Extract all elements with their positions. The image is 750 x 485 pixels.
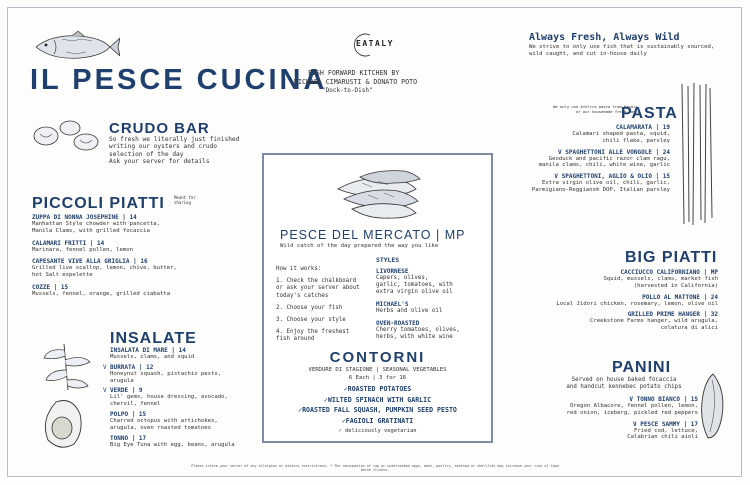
item-name: SPAGHETTONI ALLE VONGOLE | 24 xyxy=(565,148,670,156)
panini-list xyxy=(506,396,698,441)
mercato-box xyxy=(262,153,493,443)
vegetarian-check-icon: V xyxy=(103,363,107,371)
item-name: INSALATA DI MARE | 14 xyxy=(110,347,186,354)
item-desc: Marinara, fennel pollen, lemon xyxy=(32,246,134,253)
menu-item xyxy=(32,258,252,279)
menu-item xyxy=(103,435,273,449)
step: 4. Enjoy the freshest xyxy=(276,329,350,336)
step: 1. Check the chalkboard xyxy=(276,278,357,285)
vegetarian-check-icon: ✓ xyxy=(323,395,328,404)
style-name: OVEN-ROASTED xyxy=(376,320,420,327)
pasta-title: PASTA xyxy=(621,105,678,122)
panini-title: PANINI xyxy=(612,359,672,376)
big-piatti-title: BIG PIATTI xyxy=(625,249,718,266)
pasta-note-line: We only use Afeltra pasta from Napoli, xyxy=(553,104,640,109)
item-desc: Calamari shaped pasta, squid, xyxy=(572,131,670,137)
vegetarian-check-icon: ✓ xyxy=(298,406,303,415)
item-desc: Local Jidori chicken, rosemary, lemon, olive oil xyxy=(556,300,718,307)
contorni-item-label: ROASTED FALL SQUASH, PUMPKIN SEED PESTO xyxy=(302,406,457,415)
fish-catch-icon xyxy=(332,161,424,225)
crudo-line: selection of the day xyxy=(109,150,184,158)
item-desc: Mussels, fennel, orange, grilled ciabatta xyxy=(32,290,171,297)
item-desc: Manhattan Style chowder with pancetta, xyxy=(32,221,160,227)
panini-intro-line: Served on house baked focaccia xyxy=(571,377,677,383)
contorni-item xyxy=(264,395,491,406)
item-desc: colatura di alici xyxy=(660,325,718,332)
style-desc: garlic, tomatoes, with xyxy=(376,282,453,288)
mussel-icon xyxy=(698,372,728,442)
menu-item xyxy=(103,411,273,432)
contorni-item-label: FAGIOLI GRATINATI xyxy=(345,416,414,425)
vegetarian-check-icon: ✓ xyxy=(338,428,346,434)
legend-label: deliciously vegetarian xyxy=(345,428,417,434)
item-desc: chili flake, parsley xyxy=(602,137,670,144)
legend xyxy=(264,428,491,434)
item-desc: chervil, fennel xyxy=(110,401,161,408)
step: 3. Choose your style xyxy=(276,317,346,324)
piccoli-note: sharing xyxy=(174,200,191,205)
spaghetti-icon xyxy=(676,82,716,227)
style-name: LIVORNESE xyxy=(376,268,409,275)
styles-list xyxy=(376,257,486,341)
pasta-list xyxy=(470,124,670,194)
item-desc: (harvested in California) xyxy=(633,282,718,289)
menu-item xyxy=(32,240,252,254)
contorni-item-label: WILTED SPINACH WITH GARLIC xyxy=(327,395,432,404)
contorni-line2: 6 Each | 3 for 16 xyxy=(348,375,407,381)
pasta-note-line: or our housemade fresh pasta xyxy=(575,109,640,114)
page-title: IL PESCE CUCINA xyxy=(30,64,328,96)
item-desc: Squid, mussels, clams, market fish xyxy=(603,276,718,282)
style-desc: Capers, olives, xyxy=(376,275,429,281)
eataly-logo xyxy=(348,32,400,58)
item-desc: Manila Clams, with grilled focaccia xyxy=(32,227,150,234)
tagline-line1: FISH FORWARD KITCHEN BY xyxy=(308,69,400,77)
always-fresh-desc1: We strive to only use fish that is sustainably sourced, xyxy=(529,44,715,50)
menu-item xyxy=(500,311,718,332)
panini-intro xyxy=(558,377,690,391)
tagline-line3: "Dock-to-Dish" xyxy=(322,87,373,94)
menu-item xyxy=(32,214,252,235)
contorni-item-label: ROASTED POTATOES xyxy=(347,385,412,393)
contorni-item xyxy=(264,384,491,395)
item-name: SPAGHETTONI, AGLIO & OLIO | 15 xyxy=(561,173,670,181)
item-desc: Charred octopus with artichokes, xyxy=(110,417,218,424)
item-name: CALAMARATA | 19 xyxy=(615,124,670,131)
menu-item xyxy=(506,421,698,442)
fish-illustration-icon xyxy=(32,30,120,64)
tagline-line2: MICHAEL CIMARUSTI & DONATO POTO xyxy=(294,78,418,86)
menu-item xyxy=(506,396,698,417)
pasta-note xyxy=(500,104,640,114)
item-name: ZUPPA DI NONNA JOSEPHINE | 14 xyxy=(32,214,137,221)
item-desc: Honeynut squash, pistachio pesto, xyxy=(110,370,222,377)
item-desc: arugula xyxy=(110,377,134,384)
piccoli-title: PICCOLI PIATTI xyxy=(32,195,165,212)
step: 2. Choose your fish xyxy=(276,304,343,311)
crudo-line: So fresh we literally just finished xyxy=(109,136,240,143)
item-name: POLLO AL MATTONE | 24 xyxy=(642,293,718,301)
vegetarian-check-icon xyxy=(103,435,110,449)
vegetarian-check-icon: V xyxy=(103,387,107,395)
style-desc: herbs, with white wine xyxy=(376,334,453,340)
insalate-title: INSALATE xyxy=(110,330,197,347)
menu-item xyxy=(103,364,273,385)
item-desc: Calabrian chili aioli xyxy=(627,434,698,441)
item-desc: Oregon Albacore, fennel pollen, lemon, xyxy=(570,403,698,409)
menu-item xyxy=(500,269,718,290)
vegetarian-check-icon: V xyxy=(557,148,562,156)
item-name: VERDE | 9 xyxy=(110,387,143,395)
big-piatti-list xyxy=(500,269,718,332)
item-name: POLPO | 15 xyxy=(110,410,147,418)
how-it-works xyxy=(276,266,374,344)
item-desc: manila clams, chili, white wine, garlic xyxy=(538,162,670,169)
item-desc: Big Eye Tuna with egg, beans, arugula xyxy=(110,441,235,448)
menu-item xyxy=(470,173,670,194)
vegetarian-check-icon xyxy=(103,347,110,361)
item-desc: red onion, iceberg, pickled red peppers xyxy=(566,409,698,416)
style-desc: extra virgin olive oil xyxy=(376,289,453,295)
contorni-title: CONTORNI xyxy=(329,349,426,366)
crudo-line: Ask your server for details xyxy=(109,158,210,166)
vegetarian-check-icon: ✓ xyxy=(343,385,348,393)
item-desc: Parmigiano-Reggiano® DOP, Italian parsley xyxy=(531,186,670,193)
item-name: CALAMARI FRITTI | 14 xyxy=(32,239,105,247)
item-name: CAPESANTE VIVE ALLA GRIGLIA | 16 xyxy=(32,258,148,266)
item-desc: Geoduck and pacific razor clam ragu, xyxy=(548,155,670,162)
how-title: How it works: xyxy=(276,266,322,272)
style-desc: Cherry tomatoes, olives, xyxy=(376,327,460,333)
item-desc: hot Salt espelette xyxy=(32,272,93,279)
item-name: CACCIUCCO CALIFORNIANO | MP xyxy=(620,269,718,276)
item-name: COZZE | 15 xyxy=(32,283,69,291)
panini-intro-line: and handcut kennebec potato chips xyxy=(566,384,682,390)
piccoli-note: Meant for xyxy=(174,195,196,200)
item-name: TONNO BIANCO | 15 xyxy=(636,396,698,403)
item-desc: Extra virgin olive oil, chili, garlic, xyxy=(542,180,670,187)
item-desc: Lil' gems, house dressing, avocado, xyxy=(110,394,228,401)
crudo-line: writing our oysters and crudo xyxy=(109,143,218,151)
styles-title: STYLES xyxy=(376,256,400,264)
contorni-item xyxy=(264,405,491,416)
contorni-list xyxy=(264,384,491,426)
contorni-line1: VERDURE DI STAGIONE | SEASONAL VEGETABLES xyxy=(308,367,447,373)
oysters-icon xyxy=(32,118,102,152)
item-name: TONNO | 17 xyxy=(110,434,147,442)
item-desc: Fried cod, lettuce, xyxy=(634,427,698,434)
menu-item xyxy=(32,284,252,298)
menu-item xyxy=(103,347,273,361)
item-name: PESCE SAMMY | 17 xyxy=(640,420,698,428)
step: or ask your server about xyxy=(276,285,360,292)
herb-avocado-icon xyxy=(34,340,104,455)
style-name: MICHAEL'S xyxy=(376,301,409,308)
insalate-list xyxy=(103,347,273,448)
menu-item xyxy=(470,149,670,170)
always-fresh-title: Always Fresh, Always Wild xyxy=(529,32,680,43)
footer-note: Please inform your server of any allergies or dietary restrictions. * The consumption of raw or undercooked eggs, meat, poultry, seafood or shellfish may increase your risk of food borne illness. xyxy=(191,464,559,472)
menu-item xyxy=(470,124,670,145)
item-desc: Creekstone Farms hanger, wild arugula, xyxy=(590,318,718,325)
crudo-title: CRUDO BAR xyxy=(109,120,210,137)
menu-item xyxy=(500,294,718,308)
style-desc: Herbs and olive oil xyxy=(376,308,443,314)
item-name: GRILLED PRIME HANGER | 32 xyxy=(627,311,718,319)
piccoli-list xyxy=(32,214,252,298)
item-name: BURRATA | 12 xyxy=(110,363,154,371)
vegetarian-check-icon: V xyxy=(632,420,637,428)
mercato-subtitle: Wild catch of the day prepared the way you like xyxy=(280,243,439,249)
item-desc: Grilled live scallop, lemon, chive, butter, xyxy=(32,265,177,272)
item-desc: arugula, oven roasted tomatoes xyxy=(110,424,212,431)
menu-item xyxy=(103,387,273,408)
vegetarian-check-icon: V xyxy=(629,396,633,403)
logo-text: EATALY xyxy=(356,39,394,48)
vegetarian-check-icon: V xyxy=(554,173,558,181)
item-desc: Mussels, clams, and squid xyxy=(110,354,195,360)
mercato-title: PESCE DEL MERCATO | MP xyxy=(280,228,466,242)
step: fish around xyxy=(276,336,315,343)
vegetarian-check-icon xyxy=(103,411,110,432)
vegetarian-check-icon: ✓ xyxy=(341,416,346,425)
contorni-item xyxy=(264,416,491,427)
always-fresh-desc2: wild caught, and cut in-house daily xyxy=(529,51,647,57)
step: today's catches xyxy=(276,292,329,299)
